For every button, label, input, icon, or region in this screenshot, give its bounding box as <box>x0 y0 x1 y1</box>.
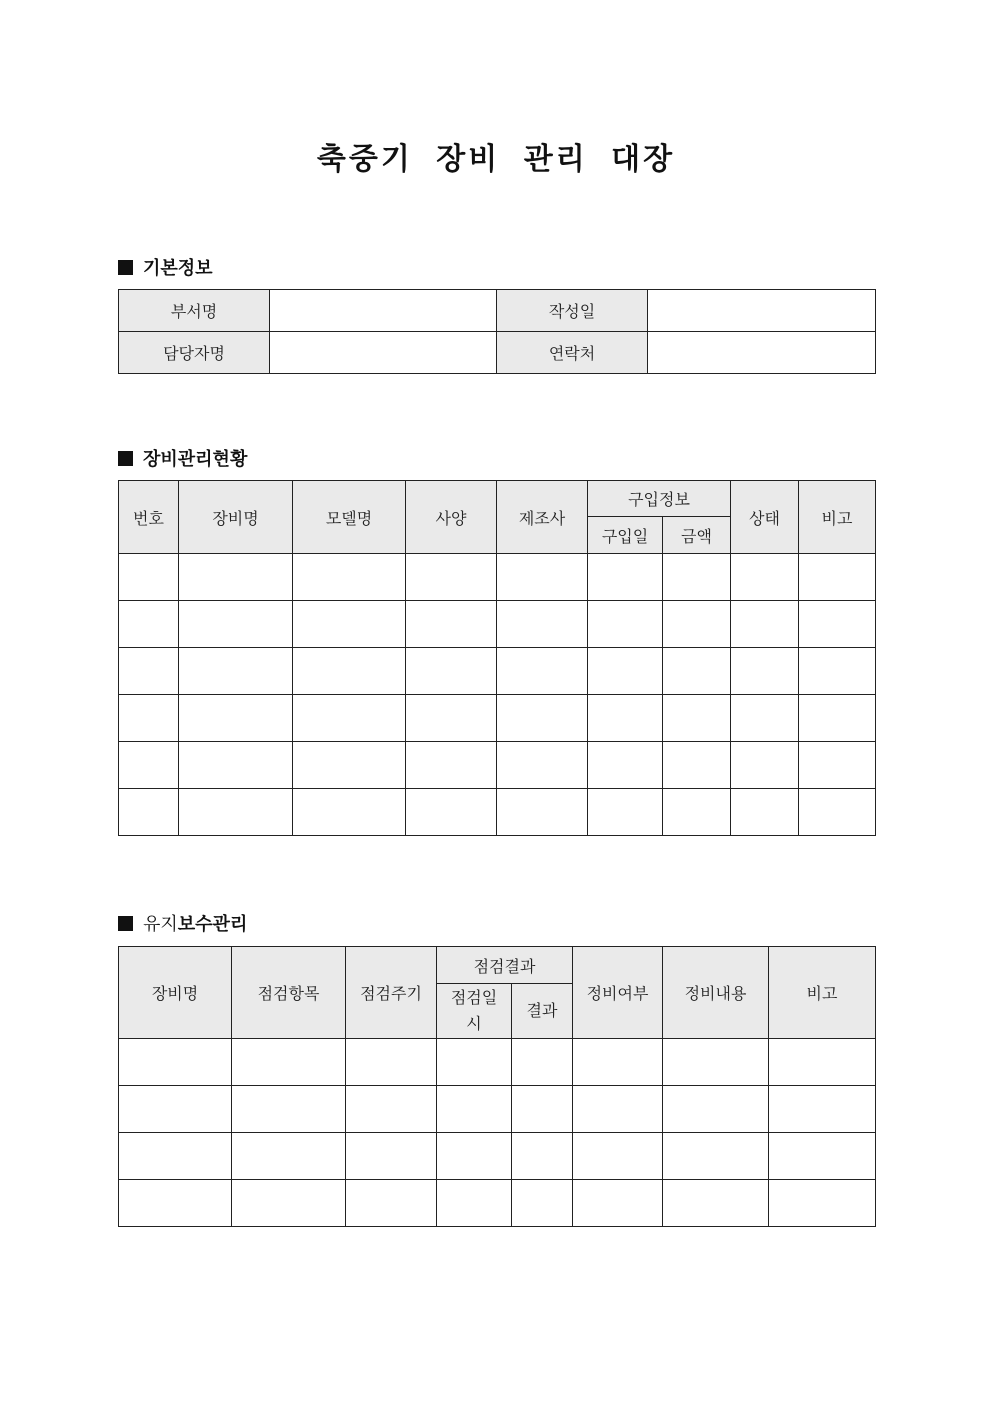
table-cell[interactable] <box>663 1133 769 1180</box>
col-header-maker: 제조사 <box>497 481 588 554</box>
table-cell[interactable] <box>663 742 731 789</box>
manager-field[interactable] <box>270 332 497 374</box>
table-row <box>119 554 876 601</box>
table-cell[interactable] <box>119 648 179 695</box>
col-header-result: 결과 <box>512 984 573 1039</box>
table-cell[interactable] <box>437 1086 512 1133</box>
contact-field[interactable] <box>648 332 876 374</box>
table-cell[interactable] <box>179 742 293 789</box>
col-header-equipment-name: 장비명 <box>119 947 232 1039</box>
square-bullet-icon <box>118 451 133 466</box>
table-cell[interactable] <box>731 695 799 742</box>
table-cell[interactable] <box>437 1039 512 1086</box>
contact-label: 연락처 <box>497 332 648 374</box>
dept-field[interactable] <box>270 290 497 332</box>
table-cell[interactable] <box>497 554 588 601</box>
table-cell[interactable] <box>799 648 876 695</box>
table-cell[interactable] <box>346 1086 437 1133</box>
table-cell[interactable] <box>663 1086 769 1133</box>
table-cell[interactable] <box>663 648 731 695</box>
table-cell[interactable] <box>232 1039 346 1086</box>
col-header-equipment-name: 장비명 <box>179 481 293 554</box>
table-cell[interactable] <box>731 789 799 836</box>
table-row <box>119 601 876 648</box>
table-cell[interactable] <box>293 742 406 789</box>
table-cell[interactable] <box>406 554 497 601</box>
table-cell[interactable] <box>437 1133 512 1180</box>
square-bullet-icon <box>118 260 133 275</box>
table-cell[interactable] <box>232 1086 346 1133</box>
table-cell[interactable] <box>406 648 497 695</box>
table-cell[interactable] <box>769 1133 876 1180</box>
table-cell[interactable] <box>573 1180 663 1227</box>
equipment-rows <box>119 554 876 836</box>
section-maintenance-title <box>143 910 247 936</box>
table-cell[interactable] <box>497 601 588 648</box>
table-cell[interactable] <box>512 1086 573 1133</box>
basic-info-table <box>118 289 876 374</box>
table-cell[interactable] <box>293 695 406 742</box>
col-header-model: 모델명 <box>293 481 406 554</box>
section-equipment-title: 장비관리현황 <box>143 449 248 470</box>
table-cell[interactable] <box>406 695 497 742</box>
table-cell[interactable] <box>497 742 588 789</box>
table-cell[interactable] <box>119 1180 232 1227</box>
section-maintenance-heading <box>118 910 247 936</box>
table-cell[interactable] <box>406 601 497 648</box>
section-basic-info-heading <box>118 254 213 280</box>
date-field[interactable] <box>648 290 876 332</box>
table-row <box>119 1180 876 1227</box>
table-cell[interactable] <box>346 1039 437 1086</box>
table-cell[interactable] <box>293 789 406 836</box>
table-cell[interactable] <box>588 742 663 789</box>
table-cell[interactable] <box>769 1086 876 1133</box>
table-cell[interactable] <box>731 554 799 601</box>
table-cell[interactable] <box>406 742 497 789</box>
table-row <box>119 742 876 789</box>
table-cell[interactable] <box>663 789 731 836</box>
table-cell[interactable] <box>293 601 406 648</box>
manager-label: 담당자명 <box>119 332 270 374</box>
table-cell[interactable] <box>512 1039 573 1086</box>
col-header-note: 비고 <box>799 481 876 554</box>
col-header-inspection-cycle: 점검주기 <box>346 947 437 1039</box>
table-row <box>119 648 876 695</box>
table-cell[interactable] <box>119 742 179 789</box>
table-cell[interactable] <box>731 648 799 695</box>
table-cell[interactable] <box>293 648 406 695</box>
table-cell[interactable] <box>588 695 663 742</box>
table-cell[interactable] <box>573 1039 663 1086</box>
section-basic-info-title: 기본정보 <box>143 258 213 279</box>
maintenance-table <box>118 946 876 1227</box>
table-cell[interactable] <box>663 554 731 601</box>
table-cell[interactable] <box>497 648 588 695</box>
table-row <box>119 1133 876 1180</box>
table-cell[interactable] <box>512 1180 573 1227</box>
table-cell[interactable] <box>232 1180 346 1227</box>
col-header-note: 비고 <box>769 947 876 1039</box>
table-cell[interactable] <box>663 1039 769 1086</box>
table-cell[interactable] <box>663 601 731 648</box>
table-cell[interactable] <box>799 789 876 836</box>
table-cell[interactable] <box>769 1180 876 1227</box>
equipment-table <box>118 480 876 836</box>
table-cell[interactable] <box>799 601 876 648</box>
table-row <box>119 290 876 332</box>
col-header-inspection-datetime: 점검일시 <box>437 984 512 1039</box>
col-header-purchase-date: 구입일 <box>588 517 663 554</box>
table-row <box>119 1086 876 1133</box>
table-row <box>119 332 876 374</box>
table-cell[interactable] <box>119 1039 232 1086</box>
table-row <box>119 1039 876 1086</box>
table-cell[interactable] <box>346 1133 437 1180</box>
table-cell[interactable] <box>588 601 663 648</box>
table-cell[interactable] <box>232 1133 346 1180</box>
square-bullet-icon <box>118 916 133 931</box>
section-equipment-heading <box>118 445 247 471</box>
table-cell[interactable] <box>497 789 588 836</box>
table-cell[interactable] <box>179 695 293 742</box>
table-cell[interactable] <box>769 1039 876 1086</box>
table-cell[interactable] <box>406 789 497 836</box>
document-title: 축중기 장비 관리 대장 <box>316 142 676 177</box>
table-cell[interactable] <box>179 554 293 601</box>
table-cell[interactable] <box>179 601 293 648</box>
table-cell[interactable] <box>573 1086 663 1133</box>
table-cell[interactable] <box>179 648 293 695</box>
col-header-repair-yn: 정비여부 <box>573 947 663 1039</box>
table-row <box>119 789 876 836</box>
table-cell[interactable] <box>663 695 731 742</box>
table-cell[interactable] <box>731 601 799 648</box>
maintenance-rows <box>119 1039 876 1227</box>
col-header-inspection-result: 점검결과 <box>437 947 573 984</box>
col-header-purchase-info: 구입정보 <box>588 481 731 517</box>
table-cell[interactable] <box>119 601 179 648</box>
table-cell[interactable] <box>799 554 876 601</box>
table-cell[interactable] <box>293 554 406 601</box>
table-cell[interactable] <box>497 695 588 742</box>
table-cell[interactable] <box>799 695 876 742</box>
table-cell[interactable] <box>573 1133 663 1180</box>
table-cell[interactable] <box>119 1086 232 1133</box>
table-cell[interactable] <box>179 789 293 836</box>
table-cell[interactable] <box>588 789 663 836</box>
table-cell[interactable] <box>588 648 663 695</box>
table-cell[interactable] <box>119 695 179 742</box>
table-cell[interactable] <box>588 554 663 601</box>
col-header-no: 번호 <box>119 481 179 554</box>
section-maintenance-title-bold: 보수관리 <box>177 914 248 935</box>
section-maintenance-title-plain: 유지 <box>143 914 178 935</box>
col-header-status: 상태 <box>731 481 799 554</box>
col-header-amount: 금액 <box>663 517 731 554</box>
table-cell[interactable] <box>119 554 179 601</box>
table-cell[interactable] <box>799 742 876 789</box>
dept-label: 부서명 <box>119 290 270 332</box>
table-cell[interactable] <box>437 1180 512 1227</box>
table-cell[interactable] <box>346 1180 437 1227</box>
table-cell[interactable] <box>119 1133 232 1180</box>
table-cell[interactable] <box>119 789 179 836</box>
table-cell[interactable] <box>731 742 799 789</box>
date-label: 작성일 <box>497 290 648 332</box>
col-header-repair-detail: 정비내용 <box>663 947 769 1039</box>
table-cell[interactable] <box>512 1133 573 1180</box>
col-header-inspection-item: 점검항목 <box>232 947 346 1039</box>
col-header-spec: 사양 <box>406 481 497 554</box>
table-cell[interactable] <box>663 1180 769 1227</box>
table-row <box>119 695 876 742</box>
